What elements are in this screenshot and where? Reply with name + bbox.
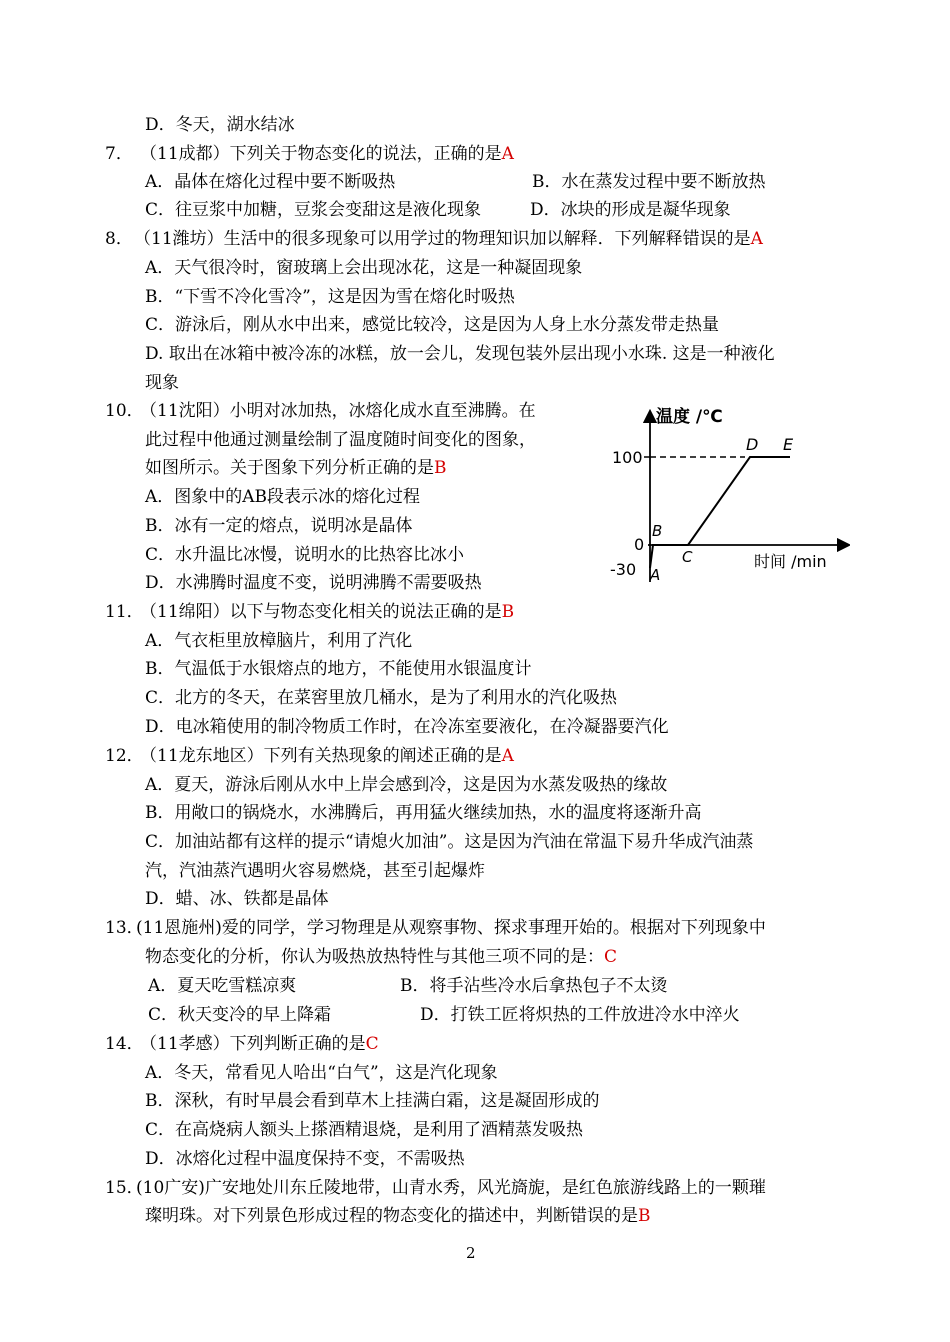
- q13-option-d: D．打铁工匠将炽热的工件放进冷水中淬火: [420, 1005, 740, 1025]
- q7-stem-text: （11成都）下列关于物态变化的说法，正确的是: [140, 144, 502, 164]
- page-number: 2: [466, 1244, 476, 1262]
- q10-option-a: A．图象中的AB段表示冰的熔化过程: [145, 487, 421, 507]
- q14-option-c: C．在高烧病人额头上搽酒精退烧，是利用了酒精蒸发吸热: [145, 1120, 584, 1140]
- q11-option-a: A．气衣柜里放樟脑片，利用了汽化: [145, 631, 413, 651]
- graph-point-d: D: [746, 435, 759, 454]
- graph-xlabel: 时间 /min: [754, 552, 827, 571]
- graph-point-e: E: [783, 435, 794, 454]
- graph-y100: 100: [612, 448, 643, 467]
- q14-option-a: A．冬天，常看见人哈出“白气”，这是汽化现象: [145, 1063, 498, 1083]
- q12-answer: A: [501, 746, 514, 766]
- q8-answer: A: [750, 229, 763, 249]
- q8-option-d-line2: 现象: [145, 373, 179, 393]
- q12-option-c-line2: 汽，汽油蒸汽遇明火容易燃烧，甚至引起爆炸: [145, 861, 485, 881]
- q15-stem-line1: (10广安)广安地处川东丘陵地带，山青水秀，风光旖旎，是红色旅游线路上的一颗璀: [136, 1178, 766, 1198]
- graph-yneg30: -30: [610, 560, 637, 579]
- q8-stem: [134, 228, 763, 250]
- q13-option-b: B．将手沾些冷水后拿热包子不太烫: [400, 976, 668, 996]
- q8-number: 8．: [105, 229, 133, 249]
- q10-option-c: C．水升温比冰慢，说明水的比热容比冰小: [145, 545, 465, 565]
- q7-option-b: B．水在蒸发过程中要不断放热: [532, 172, 766, 192]
- q10-stem-line2: 此过程中他通过测量绘制了温度随时间变化的图象，: [145, 430, 536, 450]
- q15-answer: B: [638, 1206, 651, 1226]
- q10-option-b: B．冰有一定的熔点，说明冰是晶体: [145, 516, 413, 536]
- graph-point-c: C: [682, 548, 693, 566]
- q14-stem: [140, 1033, 379, 1055]
- q14-option-d: D．冰熔化过程中温度保持不变，不需吸热: [145, 1149, 465, 1169]
- q10-stem-line1: （11沈阳）小明对冰加热，冰熔化成水直至沸腾。在: [140, 401, 536, 421]
- q11-option-b: B．气温低于水银熔点的地方，不能使用水银温度计: [145, 659, 532, 679]
- q12-number: 12．: [105, 746, 144, 766]
- q15-number: 15．: [105, 1178, 144, 1198]
- q8-option-d-line1: D. 取出在冰箱中被冷冻的冰糕，放一会儿，发现包装外层出现小水珠. 这是一种液化: [145, 344, 775, 364]
- q7-option-a: A．晶体在熔化过程中要不断吸热: [145, 172, 396, 192]
- q13-stem-line2: [145, 946, 617, 968]
- graph-y0: 0: [634, 535, 645, 554]
- q10-option-d: D．水沸腾时温度不变，说明沸腾不需要吸热: [145, 573, 482, 593]
- q12-stem-text: （11龙东地区）下列有关热现象的阐述正确的是: [140, 746, 502, 766]
- q11-answer: B: [501, 602, 515, 622]
- q13-option-a: A．夏天吃雪糕凉爽: [148, 976, 297, 996]
- q8-option-a: A．天气很冷时，窗玻璃上会出现冰花，这是一种凝固现象: [145, 258, 583, 278]
- q7-stem: [140, 143, 514, 165]
- q10-stem3-text: 如图所示。关于图象下列分析正确的是: [145, 458, 434, 478]
- graph-point-a: A: [650, 566, 661, 584]
- q12-option-b: B．用敞口的锅烧水，水沸腾后，再用猛火继续加热，水的温度将逐渐升高: [145, 803, 702, 823]
- q12-option-a: A．夏天，游泳后刚从水中上岸会感到冷，这是因为水蒸发吸热的缘故: [145, 775, 668, 795]
- graph-point-b: B: [652, 522, 663, 540]
- q13-stem2-text: 物态变化的分析，你认为吸热放热特性与其他三项不同的是：: [145, 947, 604, 967]
- temperature-time-graph: [600, 400, 850, 590]
- graph-ylabel: 温度 /℃: [656, 407, 723, 427]
- q7-answer: A: [501, 144, 514, 164]
- q14-number: 14．: [105, 1034, 144, 1054]
- q11-option-c: C．北方的冬天，在菜窖里放几桶水，是为了利用水的汽化吸热: [145, 688, 618, 708]
- q13-number: 13．: [105, 918, 144, 938]
- q13-answer: C: [604, 947, 618, 967]
- q11-stem: [140, 601, 514, 623]
- q10-stem-line3: [145, 457, 447, 479]
- q12-option-d: D．蜡、冰、铁都是晶体: [145, 889, 329, 909]
- q7-number: 7．: [105, 144, 133, 164]
- q8-option-b: B．“下雪不冷化雪冷”，这是因为雪在熔化时吸热: [145, 287, 515, 307]
- q11-stem-text: （11绵阳）以下与物态变化相关的说法正确的是: [140, 602, 502, 622]
- q12-stem: [140, 745, 514, 767]
- q13-option-c: C．秋天变冷的早上降霜: [148, 1005, 332, 1025]
- q6-option-d: D．冬天，湖水结冰: [145, 115, 295, 135]
- q11-number: 11．: [105, 602, 144, 622]
- q10-answer: B: [434, 458, 447, 478]
- q10-number: 10．: [105, 401, 144, 421]
- q15-stem2-text: 璨明珠。对下列景色形成过程的物态变化的描述中，判断错误的是: [145, 1206, 638, 1226]
- q7-option-c: C．往豆浆中加糖，豆浆会变甜这是液化现象: [145, 200, 482, 220]
- q8-option-c: C．游泳后，刚从水中出来，感觉比较冷，这是因为人身上水分蒸发带走热量: [145, 315, 720, 335]
- q11-option-d: D．电冰箱使用的制冷物质工作时，在冷冻室要液化，在冷凝器要汽化: [145, 717, 669, 737]
- q14-option-b: B．深秋，有时早晨会看到草木上挂满白霜，这是凝固形成的: [145, 1091, 600, 1111]
- q15-stem-line2: [145, 1205, 651, 1227]
- q8-stem-text: （11潍坊）生活中的很多现象可以用学过的物理知识加以解释．下列解释错误的是: [134, 229, 751, 249]
- q12-option-c-line1: C．加油站都有这样的提示“请熄火加油”。这是因为汽油在常温下易升华成汽油蒸: [145, 832, 754, 852]
- q7-option-d: D．冰块的形成是凝华现象: [530, 200, 731, 220]
- q14-stem-text: （11孝感）下列判断正确的是: [140, 1034, 366, 1054]
- q14-answer: C: [365, 1034, 379, 1054]
- q13-stem-line1: (11恩施州)爱的同学，学习物理是从观察事物、探求事理开始的。根据对下列现象中: [136, 918, 766, 938]
